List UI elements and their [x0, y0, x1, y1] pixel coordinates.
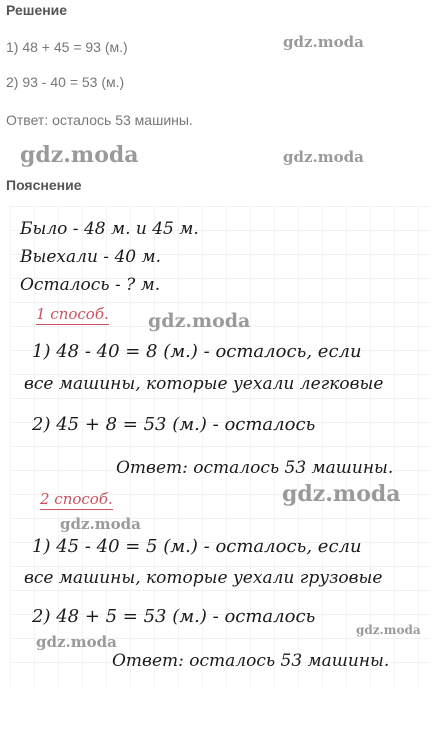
method-2-label: 2 способ. — [40, 490, 113, 508]
explanation-heading: Пояснение — [6, 177, 82, 193]
given-line-3: Осталось - ? м. — [20, 275, 161, 295]
method-2-step-1: 1) 45 - 40 = 5 (м.) - осталось, если — [32, 536, 362, 557]
watermark: gdz.moda — [60, 515, 141, 533]
watermark: gdz.moda — [356, 623, 421, 637]
given-line-1: Было - 48 м. и 45 м. — [20, 219, 199, 239]
method-1-step-1-continued: все машины, которые уехали легковые — [24, 374, 384, 394]
given-line-2: Выехали - 40 м. — [20, 247, 161, 267]
watermark: gdz.moda — [20, 142, 139, 168]
watermark: gdz.moda — [283, 33, 364, 51]
method-1-step-2: 2) 45 + 8 = 53 (м.) - осталось — [32, 414, 316, 435]
watermark: gdz.moda — [36, 633, 117, 651]
solution-line-2: 2) 93 - 40 = 53 (м.) — [6, 74, 125, 90]
solution-answer: Ответ: осталось 53 машины. — [6, 112, 193, 128]
method-2-step-2: 2) 48 + 5 = 53 (м.) - осталось — [32, 606, 316, 627]
method-2-answer: Ответ: осталось 53 машины. — [112, 651, 390, 671]
method-1-label: 1 способ. — [36, 305, 109, 323]
watermark: gdz.moda — [148, 310, 251, 332]
method-1-step-1: 1) 48 - 40 = 8 (м.) - осталось, если — [32, 341, 362, 362]
solution-line-1: 1) 48 + 45 = 93 (м.) — [6, 39, 128, 55]
method-1-answer: Ответ: осталось 53 машины. — [116, 458, 394, 478]
watermark: gdz.moda — [282, 481, 401, 507]
solution-heading: Решение — [6, 2, 68, 18]
method-2-step-1-continued: все машины, которые уехали грузовые — [24, 568, 383, 588]
watermark: gdz.moda — [283, 148, 364, 166]
